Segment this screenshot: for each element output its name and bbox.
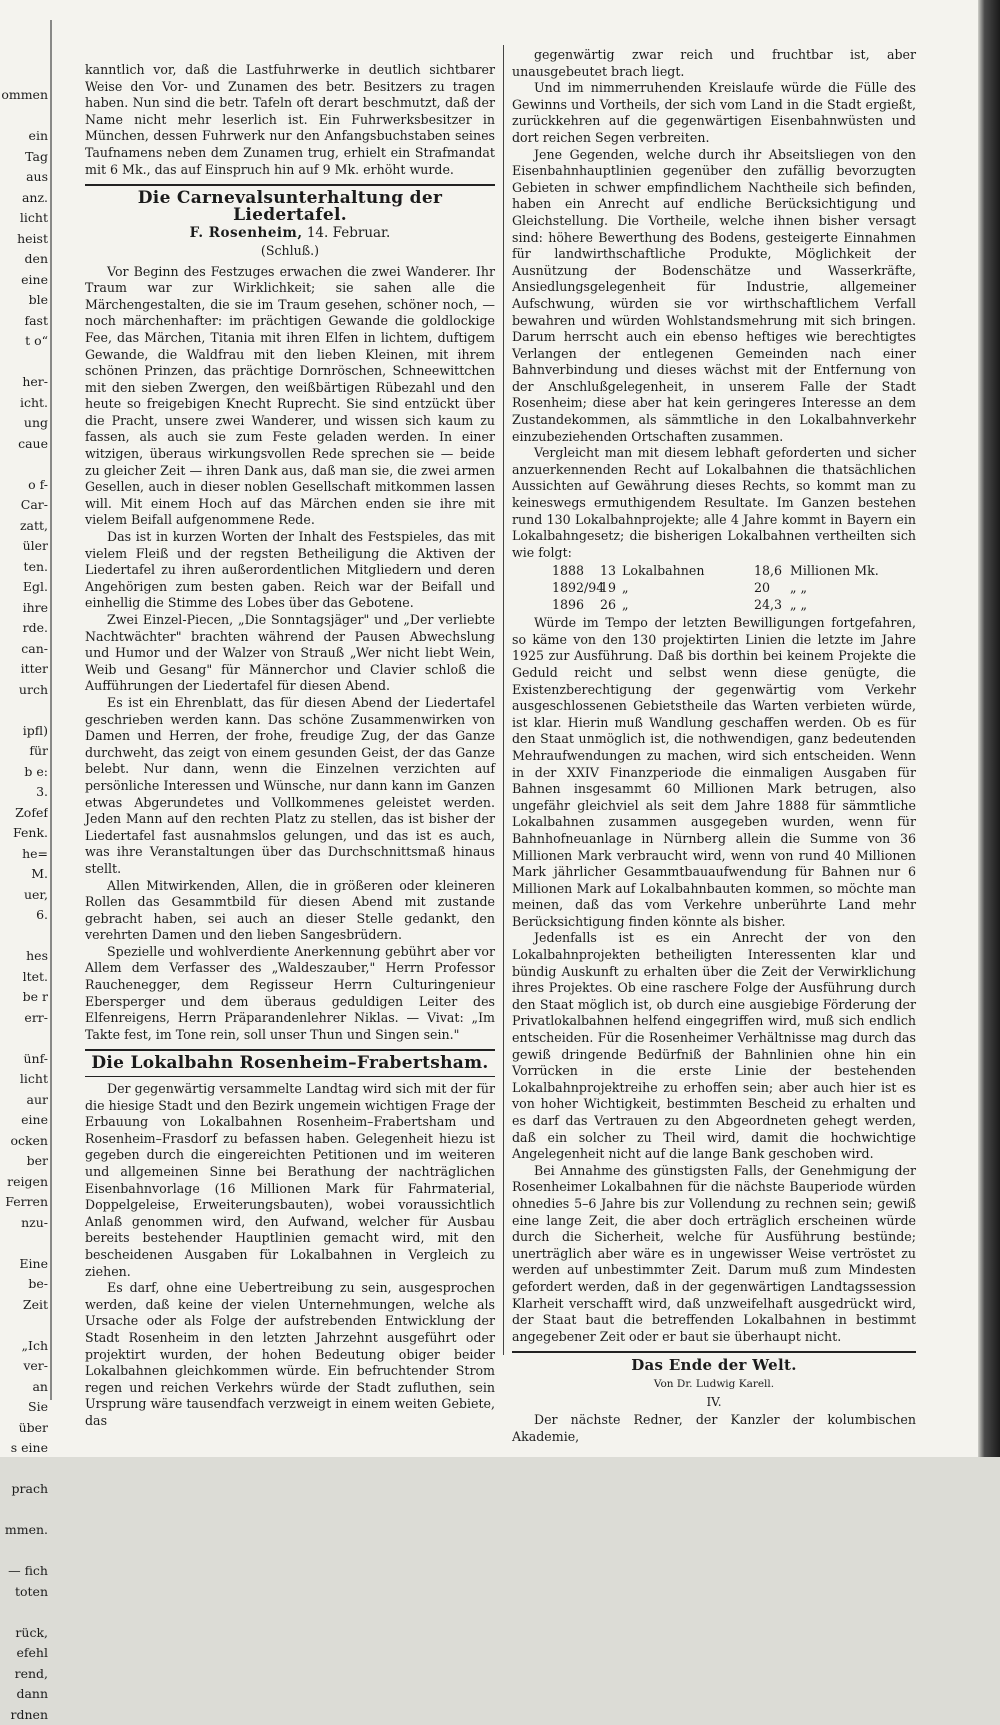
fragment-line: ein [0, 126, 48, 147]
paragraph: Vor Beginn des Festzuges erwachen die zwei Wanderer. Ihr Traum war zur Wirklichkeit; sie sahen alle die Märchengestalten, die sie im Traum gesehen, schöner noch, — noch märchenhafter: im prächtigen Gewande die goldlockige Fee, das Märchen, Titania mit ihren Elfen in lichtem, duftigem Gewande, die Waldfrau mit den lieben Kleinen, mit ihrem schönen Prinzen, das prächtige Dornröschen, Schneewittchen mit den sieben Zwergen, den weißbärtigen Rübezahl und den heute so freigebigen Knecht Ruprecht. Sie sind entzückt über die Pracht, unsere zwei Wanderer, und wissen sich kaum zu fassen, als auch sie zum Feste geladen werden. In einer witzigen, überaus wirkungsvollen Rede sprechen sie — beide zu gleicher Zeit — ihren Dank aus, daß man sie, die zwei armen Gesellen, auch in dieser noblen Gesellschaft mitkommen lassen will. Mit einem Hoch auf das Märchen enden sie ihre mit vielem Beifall aufgenommene Rede. [85, 264, 495, 530]
fragment-line: ble [0, 290, 48, 311]
stats-amount: 24,3 [754, 597, 790, 614]
fragment-line [0, 1028, 48, 1049]
fragment-line: mmen. [0, 1520, 48, 1541]
fragment-line: Fenk. [0, 823, 48, 844]
fragment-line: Car- [0, 495, 48, 516]
fragment-line: b e: [0, 762, 48, 783]
article-body-lokalbahn [85, 1081, 495, 1429]
stats-label: „ [622, 580, 754, 597]
fragment-line: reigen [0, 1172, 48, 1193]
fragment-line: licht [0, 1069, 48, 1090]
fragment-line: Ferren [0, 1192, 48, 1213]
fragment-line [0, 1541, 48, 1562]
fragment-line: zatt, [0, 516, 48, 537]
paragraph: Jedenfalls ist es ein Anrecht der von den Lokalbahnprojekten betheiligten Interessenten klar und bündig Auskunft zu erhalten über die Zeit der Verwirklichung ihres Projektes. Ob eine raschere Folge der Ausführung durch den Staat möglich ist, ob durch eine ausgiebige Förderung der Privatlokalbahnen helfend eingegriffen wird, muß sich endlich entscheiden. Für die Rosenheimer Verhältnisse mag durch das gewiß dringende Bedürfniß der Bahnlinien ohne hin ein Vorrücken in die erste Linie der bestehenden Lokalbahnprojektreihe zu erhoffen sein; aber auch hier ist es von hoher Wichtigkeit, bestimmten Bescheid zu erhalten und es darf das Vertrauen zu den Abgeordneten gehegt werden, daß ein solcher zu Theil wird, damit die hochwichtige Angelegenheit nicht auf die lange Bank geschoben wird. [512, 930, 916, 1162]
fragment-line [0, 454, 48, 475]
fragment-line: be- [0, 1274, 48, 1295]
stats-row [552, 580, 916, 597]
fragment-line: licht [0, 208, 48, 229]
article-first-line: Der nächste Redner, der Kanzler der kolumbischen Akademie, [512, 1412, 916, 1445]
fragment-line: nzu- [0, 1213, 48, 1234]
fragment-line: — fich [0, 1561, 48, 1582]
fragment-line: eine [0, 1110, 48, 1131]
fragment-line: ommen [0, 85, 48, 106]
fragment-line: üler [0, 536, 48, 557]
dateline-place: F. Rosenheim, [190, 225, 303, 241]
fragment-line: ten. [0, 557, 48, 578]
fragment-line: 3. [0, 782, 48, 803]
fragment-line: Zeit [0, 1295, 48, 1316]
stats-unit: „ „ [790, 580, 910, 597]
left-gutter-line [50, 20, 52, 1400]
fragment-line: für [0, 741, 48, 762]
fragment-line [0, 1602, 48, 1623]
fragment-line: „Ich [0, 1336, 48, 1357]
paragraph: Zwei Einzel-Piecen, „Die Sonntagsjäger" und „Der verliebte Nachtwächter" brachten während der Pausen Abwechslung und Humor und der Walzer von Strauß „Wer nicht liebt Wein, Weib und Gesang" für Männerchor und Clavier schloß die Aufführungen der Liedertafel für diesen Abend. [85, 612, 495, 695]
article-body-carneval [85, 264, 495, 1044]
section-rule [512, 1351, 916, 1353]
fragment-line: toten [0, 1582, 48, 1603]
paragraph: Würde im Tempo der letzten Bewilligungen fortgefahren, so käme von den 130 projektirten Linien die letzte im Jahre 1925 zur Ausführung. Daß bis dorthin bei keinem Projekte die Geduld reicht und selbst wenn diese genügte, die Existenzberechtigung der gegenwärtig vom Verkehr ausgeschlossenen Gebietstheile das Warten verbieten würde, ist klar. Hierin muß Wandlung geschaffen werden. Ob es für den Staat unmöglich ist, die nothwendigen, ganz bedeutenden Mehraufwendungen zu machen, wird sich entscheiden. Wenn in der XXIV Finanzperiode die einmaligen Ausgaben für Bahnen insgesammt 60 Millionen Mark betrugen, also ungefähr gleichviel als seit dem Jahre 1888 für sämmtliche Lokalbahnen zusammen ausgegeben wurden, wenn für Bahnhofneuanlage in Nürnberg allein die Summe von 36 Millionen Mark verbraucht wird, wenn von rund 40 Millionen Mark jährlicher Gesammtbauaufwendung für Bahnen nur 6 Millionen Mark auf Lokalbahnbauten kommen, so möchte man meinen, daß das vom Verkehre unberührte Land mehr Berücksichtigung finden könnte als bisher. [512, 615, 916, 930]
fragment-line: her- [0, 372, 48, 393]
fragment-line: caue [0, 434, 48, 455]
fragment-line: ung [0, 413, 48, 434]
stats-unit: Millionen Mk. [790, 563, 910, 580]
fragment-line: Tag [0, 147, 48, 168]
fragment-line: icht. [0, 393, 48, 414]
article-title-ende-der-welt: Das Ende der Welt. [512, 1357, 916, 1374]
fragment-line: Eine [0, 1254, 48, 1275]
fragment-line: fast [0, 311, 48, 332]
fragment-line: ipfl) [0, 721, 48, 742]
fragment-line: efehl [0, 1643, 48, 1664]
fragment-line: t o“ [0, 331, 48, 352]
stats-num: 19 [600, 580, 622, 597]
fragment-line: rdnen [0, 1705, 48, 1725]
fragment-line: o f- [0, 475, 48, 496]
fragment-line [0, 1459, 48, 1480]
stats-year: 1896 [552, 597, 600, 614]
fragment-line: über [0, 1418, 48, 1439]
fragment-line: be r [0, 987, 48, 1008]
stats-label: Lokalbahnen [622, 563, 754, 580]
fragment-line [0, 926, 48, 947]
fragment-line: rde. [0, 618, 48, 639]
fragment-line: Egl. [0, 577, 48, 598]
adjacent-page-fragment [0, 85, 50, 1725]
paragraph: Und im nimmerruhenden Kreislaufe würde die Fülle des Gewinns und Vortheils, der sich vom Land in die Stadt ergießt, zurückkehren auf die gegenwärtigen Eisenbahnwüsten und dort reichen Segen verbreiten. [512, 80, 916, 146]
fragment-line: ocken [0, 1131, 48, 1152]
fragment-line: heist [0, 229, 48, 250]
paragraph: Es ist ein Ehrenblatt, das für diesen Abend der Liedertafel geschrieben werden kann. Das schöne Zusammenwirken von Damen und Herren, der frohe, freudige Zug, der das Ganze durchweht, das zeigt von einem gesunden Geist, der das Ganze belebt. Nur dann, wenn die Einzelnen verzichten auf persönliche Interessen und Wünsche, nur dann kann im Ganzen etwas Abgerundetes und Vollkommenes geleistet werden. Jeden Mann auf den rechten Platz zu stellen, das ist bisher der Liedertafel fast ausnahmslos gelungen, und das ist es auch, was ihre Veranstaltungen über das Durchschnittsmaß hinaus stellt. [85, 695, 495, 878]
fragment-line [0, 106, 48, 127]
stats-amount: 18,6 [754, 563, 790, 580]
stats-num: 26 [600, 597, 622, 614]
fragment-line: aus [0, 167, 48, 188]
paragraph: gegenwärtig zwar reich und fruchtbar ist, aber unausgebeutet brach liegt. [512, 47, 916, 80]
fragment-line: ihre [0, 598, 48, 619]
article-title-lokalbahn: Die Lokalbahn Rosenheim–Frabertsham. [85, 1055, 495, 1072]
fragment-line: anz. [0, 188, 48, 209]
title-rule [85, 1076, 495, 1077]
stats-unit: „ „ [790, 597, 910, 614]
article-part-number: IV. [512, 1394, 916, 1411]
fragment-line: ltet. [0, 967, 48, 988]
section-rule [85, 184, 495, 186]
stats-amount: 20 [754, 580, 790, 597]
stats-year: 1892/94 [552, 580, 600, 597]
lokalbahn-continued-b [512, 615, 916, 1345]
fragment-line [0, 352, 48, 373]
fragment-line [0, 700, 48, 721]
fragment-line: err- [0, 1008, 48, 1029]
stats-num: 13 [600, 563, 622, 580]
fragment-line [0, 1233, 48, 1254]
paragraph: Der gegenwärtig versammelte Landtag wird sich mit der für die hiesige Stadt und den Bezirk ungemein wichtigen Frage der Erbauung von Lokalbahnen Rosenheim–Frabertsham und Rosenheim–Frasdorf zu befassen haben. Gelegenheit hiezu ist gegeben durch die eingereichten Petitionen und im weiteren und allgemeinen Sinne bei Berathung der nachträglichen Eisenbahnvorlage (16 Millionen Mark für Fahrmaterial, Doppelgeleise, Erweiterungsbauten), wobei voraussichtlich Anlaß genommen wird, den Aufwand, welcher für Ausbau bereits bestehender Hauptlinien gemacht wird, mit den bescheidenen Ausgaben für Lokalbahnen in Vergleich zu ziehen. [85, 1081, 495, 1280]
fragment-line [0, 1315, 48, 1336]
column-right [512, 47, 916, 1445]
dateline [85, 225, 495, 242]
stats-label: „ [622, 597, 754, 614]
fragment-line: aur [0, 1090, 48, 1111]
article-subtitle: (Schluß.) [85, 243, 495, 260]
stats-year: 1888 [552, 563, 600, 580]
fragment-line: M. [0, 864, 48, 885]
fragment-line [0, 1500, 48, 1521]
fragment-line: itter [0, 659, 48, 680]
lokalbahn-statistics-table [552, 563, 916, 613]
fragment-line: 6. [0, 905, 48, 926]
paragraph: Bei Annahme des günstigsten Falls, der Genehmigung der Rosenheimer Lokalbahnen für die nächste Bauperiode würden ohnedies 5–6 Jahre bis zur Vollendung zu rechnen sein; gewiß eine lange Zeit, die aber doch erträglich erscheinen würde durch die Sicherheit, welche für Ausführung bestünde; unerträglich aber wäre es in ungewisser Weise vertröstet zu werden auf unbestimmter Zeit. Darum muß zum Mindesten gefordert werden, daß in der gegenwärtigen Landtagssession Klarheit verschafft wird, daß unzweifelhaft ausgedrückt wird, der Staat baut die betreffenden Lokalbahnen in bestimmt angegebener Zeit oder er baut sie überhaupt nicht. [512, 1163, 916, 1346]
fragment-line: ünf- [0, 1049, 48, 1070]
scan-edge-shadow [978, 0, 1000, 1457]
fragment-line: dann [0, 1684, 48, 1705]
paragraph: Das ist in kurzen Worten der Inhalt des Festspieles, das mit vielem Fleiß und der regsten Betheiligung die Aktiven der Liedertafel zu ihren außerordentlichen Mitgliedern und deren Angehörigen zum besten gaben. Reich war der Beifall und einhellig die Stimme des Lobes über das Gebotene. [85, 529, 495, 612]
fragment-line: an [0, 1377, 48, 1398]
article-title-carneval: Die Carnevalsunterhaltung der Liedertafel. [85, 190, 495, 223]
article-byline: Von Dr. Ludwig Karell. [512, 1376, 916, 1393]
column-divider [503, 45, 504, 1355]
fragment-line: ber [0, 1151, 48, 1172]
paragraph: Es darf, ohne eine Uebertreibung zu sein, ausgesprochen werden, daß keine der vielen Unternehmungen, welche als Ursache oder als Folge der aufstrebenden Entwicklung der Stadt Rosenheim in den letzten Jahrzehnt ausgeführt oder projektirt wurden, der hohen Bedeutung obiger beider Lokalbahnen gleichkommen würde. Ein befruchtender Strom regen und reichen Verkehrs würde der Stadt zufluthen, sein Ursprung wäre tausendfach verzweigt in einem weiten Gebiete, das [85, 1280, 495, 1429]
fragment-line: urch [0, 680, 48, 701]
fragment-line: s eine [0, 1438, 48, 1459]
dateline-date: 14. Februar. [307, 225, 390, 241]
paragraph: Vergleicht man mit diesem lebhaft geforderten und sicher anzuerkennenden Recht auf Lokalbahnen die thatsächlichen Aussichten auf Gewährung dieses Rechts, so kommt man zu keineswegs ermuthigendem Resultate. Im Ganzen bestehen rund 130 Lokalbahnprojekte; alle 4 Jahre kommt in Bayern ein Lokalbahngesetz; die bisherigen Lokalbahnen vertheilten sich wie folgt: [512, 445, 916, 561]
fragment-line: hes [0, 946, 48, 967]
fragment-line: den [0, 249, 48, 270]
fragment-line: he= [0, 844, 48, 865]
fragment-line: eine [0, 270, 48, 291]
paragraph: Jene Gegenden, welche durch ihr Abseitsliegen von den Eisenbahnhauptlinien gegenüber den zufällig bevorzugten Gebieten in schwer empfindlichem Nachtheile sich befinden, haben ein Anrecht auf endliche Berücksichtigung und Gleichstellung. Die Vortheile, welche ihnen bisher versagt sind: höhere Bewerthung des Bodens, gesteigerte Einnahmen für landwirthschaftliche Produkte, Möglichkeit der Ausnützung der Bodenschätze und Wasserkräfte, Ansiedlungsgelegenheit für Industrie, allgemeiner Aufschwung, würden sie vor wirthschaftlichem Verfall bewahren und würden Wohlstandsmehrung mit sich bringen. Darum herrscht auch ein ebenso heftiges wie berechtigtes Verlangen der entlegenen Gemeinden nach einer Bahnverbindung und dieses wächst mit der Entfernung von der Anschlußgelegenheit, in unserem Falle der Stadt Rosenheim; diese aber hat kein geringeres Interesse an dem Zustandekommen, als sämmtliche in den Lokalbahnverkehr einzubeziehenden Ortschaften zusammen. [512, 147, 916, 446]
stats-row [552, 597, 916, 614]
lokalbahn-continued-a [512, 47, 916, 561]
fragment-line: Sie [0, 1397, 48, 1418]
fragment-line: rend, [0, 1664, 48, 1685]
fragment-line: ver- [0, 1356, 48, 1377]
column-left [85, 62, 495, 1430]
paragraph: Spezielle und wohlverdiente Anerkennung gebührt aber vor Allem dem Verfasser des „Waldeszauber," Herrn Professor Rauchenegger, dem Regisseur Herrn Culturingenieur Ebersperger und dem überaus geduldigen Leiter des Elfenreigens, Herrn Präparandenlehrer Niklas. — Vivat: „Im Takte fest, im Tone rein, soll unser Thun und Singen sein." [85, 944, 495, 1044]
fragment-line: can- [0, 639, 48, 660]
fragment-line: prach [0, 1479, 48, 1500]
fragment-line: rück, [0, 1623, 48, 1644]
intro-paragraph: kanntlich vor, daß die Lastfuhrwerke in deutlich sichtbarer Weise den Vor- und Zunamen des betr. Besitzers zu tragen haben. Nun sind die betr. Tafeln oft derart beschmutzt, daß der Name nicht mehr leserlich ist. Ein Fuhrwerksbesitzer in München, dessen Fuhrwerk nur den Anfangsbuchstaben seines Taufnamens neben dem Zunamen trug, erhielt ein Strafmandat mit 6 Mk., das auf Einspruch hin auf 9 Mk. erhöht wurde. [85, 62, 495, 178]
fragment-line: Zofef [0, 803, 48, 824]
paragraph: Allen Mitwirkenden, Allen, die in größeren oder kleineren Rollen das Gesammtbild für diesen Abend mit zustande gebracht haben, sei auch an dieser Stelle gedankt, den verehrten Damen und den lieben Sangesbrüdern. [85, 878, 495, 944]
stats-row [552, 563, 916, 580]
fragment-line: uer, [0, 885, 48, 906]
section-rule [85, 1049, 495, 1051]
